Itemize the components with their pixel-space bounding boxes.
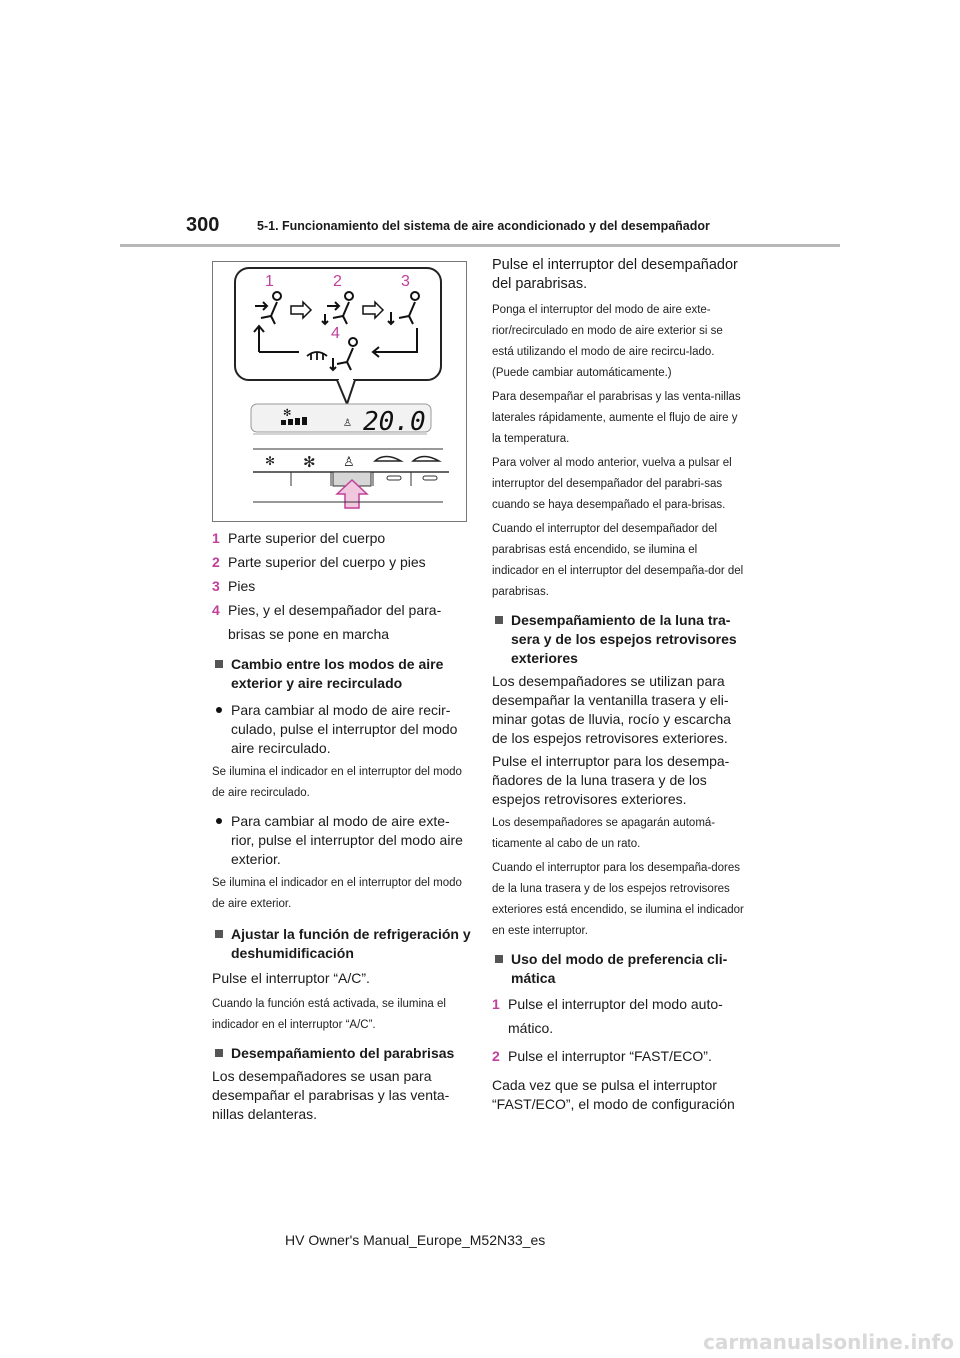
mode-button-icon: ♙ (343, 455, 355, 470)
section-title: 5-1. Funcionamiento del sistema de aire acondicionado y del desempañador (257, 219, 710, 233)
page-number: 300 (186, 214, 220, 236)
mode-indicator-icon: ♙ (343, 418, 352, 429)
list-item: 3 Pies (212, 578, 256, 594)
bullet-outside-air: Para cambiar al modo de aire exte-rior, pulse el interruptor del modo aire exterior. (212, 812, 472, 869)
right-column (492, 256, 747, 1114)
heading-windshield-defog: Desempañamiento del parabrisas (212, 1044, 472, 1063)
heading-recirculation: Cambio entre los modos de aire exterior y aire recirculado (212, 655, 472, 693)
fan-low-icon: ✻ (265, 454, 276, 468)
recirculation-icon (375, 457, 401, 462)
callout-pointer (337, 380, 355, 404)
note-fast-defog: Para desempañar el parabrisas y las venta-nillas laterales rápidamente, aumente el flujo de aire y la temperatura. (492, 391, 741, 445)
fan-icon: ✻ (283, 408, 292, 419)
footer-manual-name: HV Owner's Manual_Europe_M52N33_es (285, 1232, 546, 1248)
step-item: 1 Pulse el interruptor del modo auto-mático. (492, 996, 723, 1036)
list-item: 2 Parte superior del cuerpo y pies (212, 554, 426, 570)
heading-climate-preference: Uso del modo de preferencia cli-mática (492, 950, 747, 988)
mode-label-4: 4 (331, 325, 340, 342)
watermark: carmanualsonline.info (703, 1330, 954, 1354)
heading-rear-defog: Desempañamiento de la luna tra-sera y de los espejos retrovisores exteriores (492, 611, 747, 668)
text-ac: Pulse el interruptor “A/C”. (212, 970, 370, 986)
note-outside-air-mode: Ponga el interruptor del modo de aire exte-rior/recirculado en modo de aire exterior si se está utilizando el modo de aire recircu-lado. (Puede cambiar automáticamente.) (492, 304, 723, 379)
step-item: 2 Pulse el interruptor “FAST/ECO”. (492, 1048, 712, 1064)
text-press-rear-defog: Pulse el interruptor para los desempa-ñadores de la luna trasera y de los espejos retrovisores exteriores. (492, 753, 730, 807)
climate-control-illustration (213, 262, 466, 521)
heading-ac: Ajustar la función de refrigeración y deshumidificación (212, 925, 472, 963)
note-return-mode: Para volver al modo anterior, vuelva a pulsar el interruptor del desempañador del parabri-sas cuando se haya desempañado el para-brisas. (492, 457, 732, 511)
text-fast-eco: Cada vez que se pulsa el interruptor “FAST/ECO”, el modo de configuración (492, 1077, 735, 1112)
list-item: 4 Pies, y el desempañador del para-brisas se pone en marcha (212, 602, 442, 642)
temperature-readout: 20.0 (363, 407, 426, 437)
text-windshield-defog: Los desempañadores se usan para desempañar el parabrisas y las venta-nillas delanteras. (212, 1068, 450, 1122)
text-press-defroster: Pulse el interruptor del desempañador del parabrisas. (492, 257, 738, 292)
fan-high-icon: ✻ (303, 453, 316, 471)
note-indicator: Cuando el interruptor del desempañador del parabrisas está encendido, se ilumina el indicador en el interruptor del desempaña-dor del parabrisas. (492, 523, 744, 598)
note-auto-off: Los desempañadores se apagarán automá-ticamente al cabo de un rato. (492, 817, 716, 850)
outside-air-icon (413, 457, 439, 462)
note-recirculation: Se ilumina el indicador en el interruptor del modo de aire recirculado. (212, 766, 462, 799)
text-rear-defog: Los desempañadores se utilizan para desempañar la ventanilla trasera y eli-minar gotas de lluvia, rocío y escarcha de los espejos retrovisores exteriores. (492, 673, 731, 746)
mode-label-1: 1 (265, 273, 274, 290)
bullet-recirculation: Para cambiar al modo de aire recir-culado, pulse el interruptor del modo aire recirculado. (212, 701, 472, 758)
header-divider (120, 244, 840, 247)
left-column (212, 526, 472, 1124)
mode-label-2: 2 (333, 273, 342, 290)
note-ac: Cuando la función está activada, se ilumina el indicador en el interruptor “A/C”. (212, 998, 446, 1031)
climate-mode-figure (212, 261, 467, 522)
mode-label-3: 3 (401, 273, 410, 290)
note-outside-air: Se ilumina el indicador en el interruptor del modo de aire exterior. (212, 877, 462, 910)
note-rear-indicator: Cuando el interruptor para los desempaña-dores de la luna trasera y de los espejos retrovisores exteriores está encendido, se ilumina el indicador en este interruptor. (492, 862, 744, 937)
list-item: 1 Parte superior del cuerpo (212, 530, 386, 546)
